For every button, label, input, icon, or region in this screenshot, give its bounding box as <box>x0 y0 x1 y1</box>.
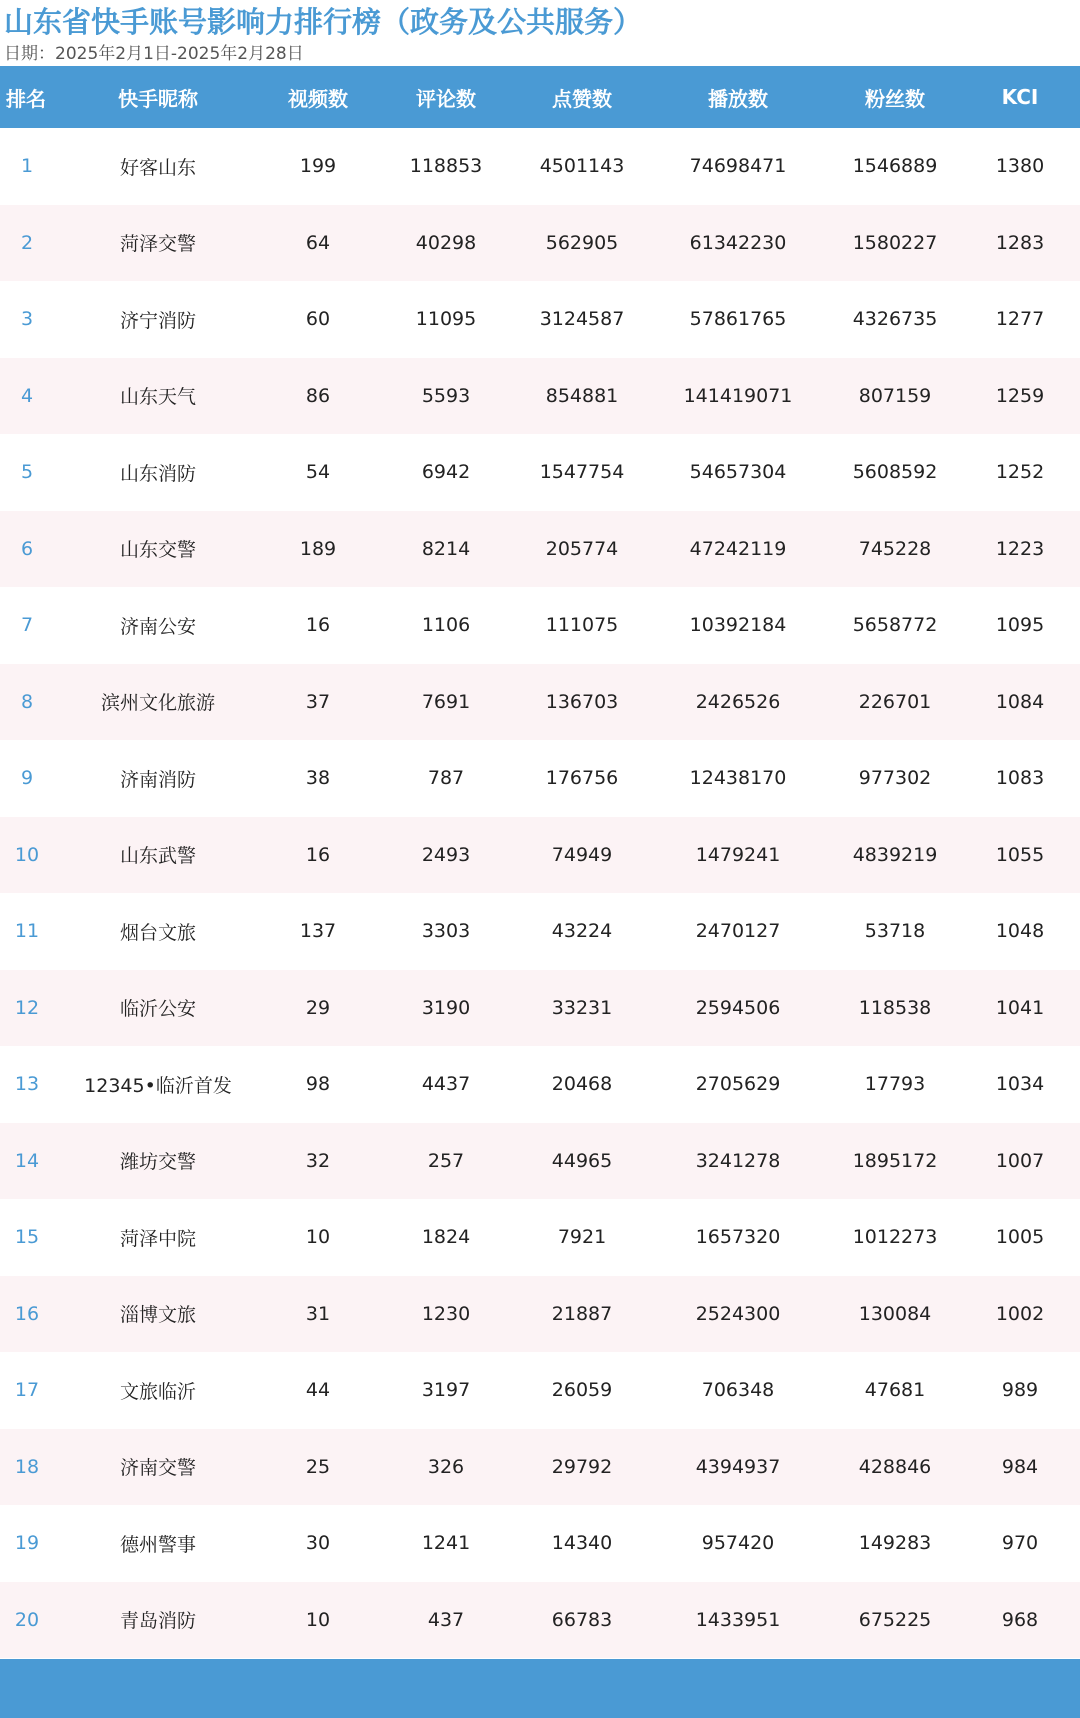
table-body <box>0 128 1080 1658</box>
table-row <box>0 281 1080 358</box>
video-count-cell: 31 <box>305 1302 331 1325</box>
fans-count-cell: 5658772 <box>852 614 938 637</box>
table-row <box>0 1276 1080 1353</box>
comment-count-cell: 3197 <box>421 1379 471 1402</box>
kci-cell: 1252 <box>995 461 1045 484</box>
header-row <box>0 66 1080 128</box>
account-name-cell: 12345•临沂首发 <box>84 1074 232 1097</box>
comment-count-cell: 2493 <box>421 843 471 866</box>
comment-count-cell: 3303 <box>421 920 471 943</box>
play-count-cell: 1433951 <box>695 1608 781 1631</box>
video-count-cell: 98 <box>305 1073 331 1096</box>
like-count-cell: 44965 <box>551 1149 613 1172</box>
rank-cell: 14 <box>14 1149 40 1172</box>
like-count-cell: 26059 <box>551 1379 613 1402</box>
like-count-cell: 4501143 <box>539 155 625 178</box>
fans-count-cell: 5608592 <box>852 461 938 484</box>
play-count-cell: 2705629 <box>695 1073 781 1096</box>
table-row <box>0 1046 1080 1123</box>
comment-count-cell: 1241 <box>421 1532 471 1555</box>
video-count-cell: 38 <box>305 767 331 790</box>
play-count-cell: 54657304 <box>689 461 787 484</box>
like-count-cell: 854881 <box>545 384 619 407</box>
kci-cell: 1002 <box>995 1302 1045 1325</box>
video-count-cell: 64 <box>305 231 331 254</box>
kci-cell: 1283 <box>995 231 1045 254</box>
comment-count-cell: 1230 <box>421 1302 471 1325</box>
fans-count-cell: 53718 <box>864 920 926 943</box>
rank-cell: 8 <box>20 690 34 713</box>
table-row <box>0 434 1080 511</box>
fans-count-cell: 745228 <box>858 537 932 560</box>
rank-cell: 13 <box>14 1073 40 1096</box>
play-count-cell: 2594506 <box>695 996 781 1019</box>
comment-count-cell: 6942 <box>421 461 471 484</box>
play-count-cell: 47242119 <box>689 537 787 560</box>
kci-cell: 989 <box>1001 1379 1039 1402</box>
account-name-cell: 山东武警 <box>119 845 196 868</box>
rank-cell: 7 <box>20 614 34 637</box>
rank-cell: 17 <box>14 1379 40 1402</box>
rank-cell: 19 <box>14 1532 40 1555</box>
video-count-cell: 16 <box>305 614 331 637</box>
fans-count-cell: 17793 <box>864 1073 926 1096</box>
rank-cell: 5 <box>20 461 34 484</box>
table-row <box>0 587 1080 664</box>
table-row <box>0 128 1080 205</box>
account-name-cell: 山东天气 <box>119 386 196 409</box>
account-name-cell: 山东交警 <box>119 539 196 562</box>
kci-cell: 1223 <box>995 537 1045 560</box>
kci-cell: 1277 <box>995 308 1045 331</box>
header-videos: 视频数 <box>288 86 348 111</box>
play-count-cell: 2524300 <box>695 1302 781 1325</box>
table-header <box>0 66 1080 128</box>
table-row <box>0 1352 1080 1429</box>
table-row <box>0 1199 1080 1276</box>
play-count-cell: 4394937 <box>695 1455 781 1478</box>
kci-cell: 1259 <box>995 384 1045 407</box>
footer-bar <box>0 1659 1080 1718</box>
comment-count-cell: 257 <box>427 1149 465 1172</box>
play-count-cell: 957420 <box>701 1532 775 1555</box>
fans-count-cell: 675225 <box>858 1608 932 1631</box>
account-name-cell: 菏泽交警 <box>119 233 196 256</box>
video-count-cell: 44 <box>305 1379 331 1402</box>
play-count-cell: 3241278 <box>695 1149 781 1172</box>
like-count-cell: 136703 <box>545 690 619 713</box>
account-name-cell: 德州警事 <box>119 1533 196 1556</box>
account-name-cell: 菏泽中院 <box>119 1227 196 1250</box>
kci-cell: 1041 <box>995 996 1045 1019</box>
fans-count-cell: 226701 <box>858 690 932 713</box>
table-row <box>0 1123 1080 1200</box>
like-count-cell: 33231 <box>551 996 613 1019</box>
kci-cell: 1005 <box>995 1226 1045 1249</box>
kci-cell: 1380 <box>995 155 1045 178</box>
table-row <box>0 817 1080 894</box>
fans-count-cell: 1546889 <box>852 155 938 178</box>
kci-cell: 1048 <box>995 920 1045 943</box>
comment-count-cell: 3190 <box>421 996 471 1019</box>
rank-cell: 2 <box>20 231 34 254</box>
table-row <box>0 664 1080 741</box>
fans-count-cell: 428846 <box>858 1455 932 1478</box>
rank-cell: 3 <box>20 308 34 331</box>
account-name-cell: 山东消防 <box>119 462 196 485</box>
like-count-cell: 3124587 <box>539 308 625 331</box>
fans-count-cell: 130084 <box>858 1302 932 1325</box>
rank-cell: 11 <box>14 920 40 943</box>
rank-cell: 10 <box>14 843 40 866</box>
table-row <box>0 740 1080 817</box>
like-count-cell: 111075 <box>545 614 619 637</box>
fans-count-cell: 1895172 <box>852 1149 938 1172</box>
header-rank: 排名 <box>6 86 46 111</box>
rank-cell: 6 <box>20 537 34 560</box>
fans-count-cell: 4326735 <box>852 308 938 331</box>
play-count-cell: 12438170 <box>689 767 787 790</box>
fans-count-cell: 149283 <box>858 1532 932 1555</box>
comment-count-cell: 8214 <box>421 537 471 560</box>
kci-cell: 1034 <box>995 1073 1045 1096</box>
rank-cell: 1 <box>20 155 34 178</box>
play-count-cell: 141419071 <box>683 384 793 407</box>
account-name-cell: 烟台文旅 <box>119 921 196 944</box>
table-row <box>0 1429 1080 1506</box>
comment-count-cell: 1824 <box>421 1226 471 1249</box>
kci-cell: 1083 <box>995 767 1045 790</box>
video-count-cell: 60 <box>305 308 331 331</box>
video-count-cell: 10 <box>305 1608 331 1631</box>
account-name-cell: 文旅临沂 <box>119 1380 196 1403</box>
play-count-cell: 2426526 <box>695 690 781 713</box>
fans-count-cell: 1580227 <box>852 231 938 254</box>
header-likes: 点赞数 <box>552 86 612 111</box>
comment-count-cell: 40298 <box>415 231 477 254</box>
kci-cell: 1084 <box>995 690 1045 713</box>
video-count-cell: 29 <box>305 996 331 1019</box>
rank-cell: 4 <box>20 384 34 407</box>
like-count-cell: 176756 <box>545 767 619 790</box>
kci-cell: 1095 <box>995 614 1045 637</box>
like-count-cell: 66783 <box>551 1608 613 1631</box>
like-count-cell: 20468 <box>551 1073 613 1096</box>
rank-cell: 16 <box>14 1302 40 1325</box>
like-count-cell: 205774 <box>545 537 619 560</box>
video-count-cell: 189 <box>299 537 337 560</box>
kci-cell: 968 <box>1001 1608 1039 1631</box>
fans-count-cell: 47681 <box>864 1379 926 1402</box>
comment-count-cell: 326 <box>427 1455 465 1478</box>
account-name-cell: 好客山东 <box>119 156 196 179</box>
like-count-cell: 1547754 <box>539 461 625 484</box>
like-count-cell: 74949 <box>551 843 613 866</box>
table-row <box>0 893 1080 970</box>
rank-cell: 12 <box>14 996 40 1019</box>
kci-cell: 1007 <box>995 1149 1045 1172</box>
table-row <box>0 205 1080 282</box>
video-count-cell: 137 <box>299 920 337 943</box>
play-count-cell: 57861765 <box>689 308 787 331</box>
video-count-cell: 54 <box>305 461 331 484</box>
account-name-cell: 济南交警 <box>119 1457 196 1480</box>
comment-count-cell: 118853 <box>409 155 483 178</box>
play-count-cell: 1479241 <box>695 843 781 866</box>
video-count-cell: 37 <box>305 690 331 713</box>
fans-count-cell: 977302 <box>858 767 932 790</box>
like-count-cell: 29792 <box>551 1455 613 1478</box>
video-count-cell: 10 <box>305 1226 331 1249</box>
account-name-cell: 济南消防 <box>119 768 196 791</box>
kci-cell: 984 <box>1001 1455 1039 1478</box>
comment-count-cell: 787 <box>427 767 465 790</box>
rank-cell: 18 <box>14 1455 40 1478</box>
header-fans: 粉丝数 <box>865 86 925 111</box>
account-name-cell: 临沂公安 <box>119 998 196 1021</box>
play-count-cell: 10392184 <box>689 614 787 637</box>
fans-count-cell: 4839219 <box>852 843 938 866</box>
comment-count-cell: 11095 <box>415 308 477 331</box>
header-comments: 评论数 <box>416 86 476 111</box>
like-count-cell: 7921 <box>557 1226 607 1249</box>
rank-cell: 15 <box>14 1226 40 1249</box>
like-count-cell: 562905 <box>545 231 619 254</box>
account-name-cell: 滨州文化旅游 <box>100 692 215 715</box>
play-count-cell: 2470127 <box>695 920 781 943</box>
comment-count-cell: 4437 <box>421 1073 471 1096</box>
play-count-cell: 1657320 <box>695 1226 781 1249</box>
fans-count-cell: 1012273 <box>852 1226 938 1249</box>
account-name-cell: 济南公安 <box>119 615 196 638</box>
account-name-cell: 青岛消防 <box>119 1610 196 1633</box>
header-plays: 播放数 <box>708 86 768 111</box>
play-count-cell: 74698471 <box>689 155 787 178</box>
rank-cell: 20 <box>14 1608 40 1631</box>
video-count-cell: 86 <box>305 384 331 407</box>
play-count-cell: 706348 <box>701 1379 775 1402</box>
kci-cell: 970 <box>1001 1532 1039 1555</box>
page-title: 山东省快手账号影响力排行榜（政务及公共服务） <box>4 5 643 39</box>
comment-count-cell: 1106 <box>421 614 471 637</box>
ranking-table <box>0 66 1080 1658</box>
table-row <box>0 1505 1080 1582</box>
comment-count-cell: 5593 <box>421 384 471 407</box>
date-range: 日期：2025年2月1日-2025年2月28日 <box>4 44 304 64</box>
account-name-cell: 济宁消防 <box>119 309 196 332</box>
video-count-cell: 32 <box>305 1149 331 1172</box>
comment-count-cell: 7691 <box>421 690 471 713</box>
header-name: 快手昵称 <box>118 86 198 111</box>
video-count-cell: 16 <box>305 843 331 866</box>
video-count-cell: 199 <box>299 155 337 178</box>
table-row <box>0 511 1080 588</box>
play-count-cell: 61342230 <box>689 231 787 254</box>
fans-count-cell: 807159 <box>858 384 932 407</box>
like-count-cell: 21887 <box>551 1302 613 1325</box>
like-count-cell: 14340 <box>551 1532 613 1555</box>
video-count-cell: 30 <box>305 1532 331 1555</box>
account-name-cell: 潍坊交警 <box>119 1151 196 1174</box>
table-row <box>0 970 1080 1047</box>
table-row <box>0 358 1080 435</box>
video-count-cell: 25 <box>305 1455 331 1478</box>
table-row <box>0 1582 1080 1659</box>
comment-count-cell: 437 <box>427 1608 465 1631</box>
header-kci: KCI <box>1001 85 1039 109</box>
kci-cell: 1055 <box>995 843 1045 866</box>
fans-count-cell: 118538 <box>858 996 932 1019</box>
account-name-cell: 淄博文旅 <box>119 1304 196 1327</box>
like-count-cell: 43224 <box>551 920 613 943</box>
rank-cell: 9 <box>20 767 34 790</box>
